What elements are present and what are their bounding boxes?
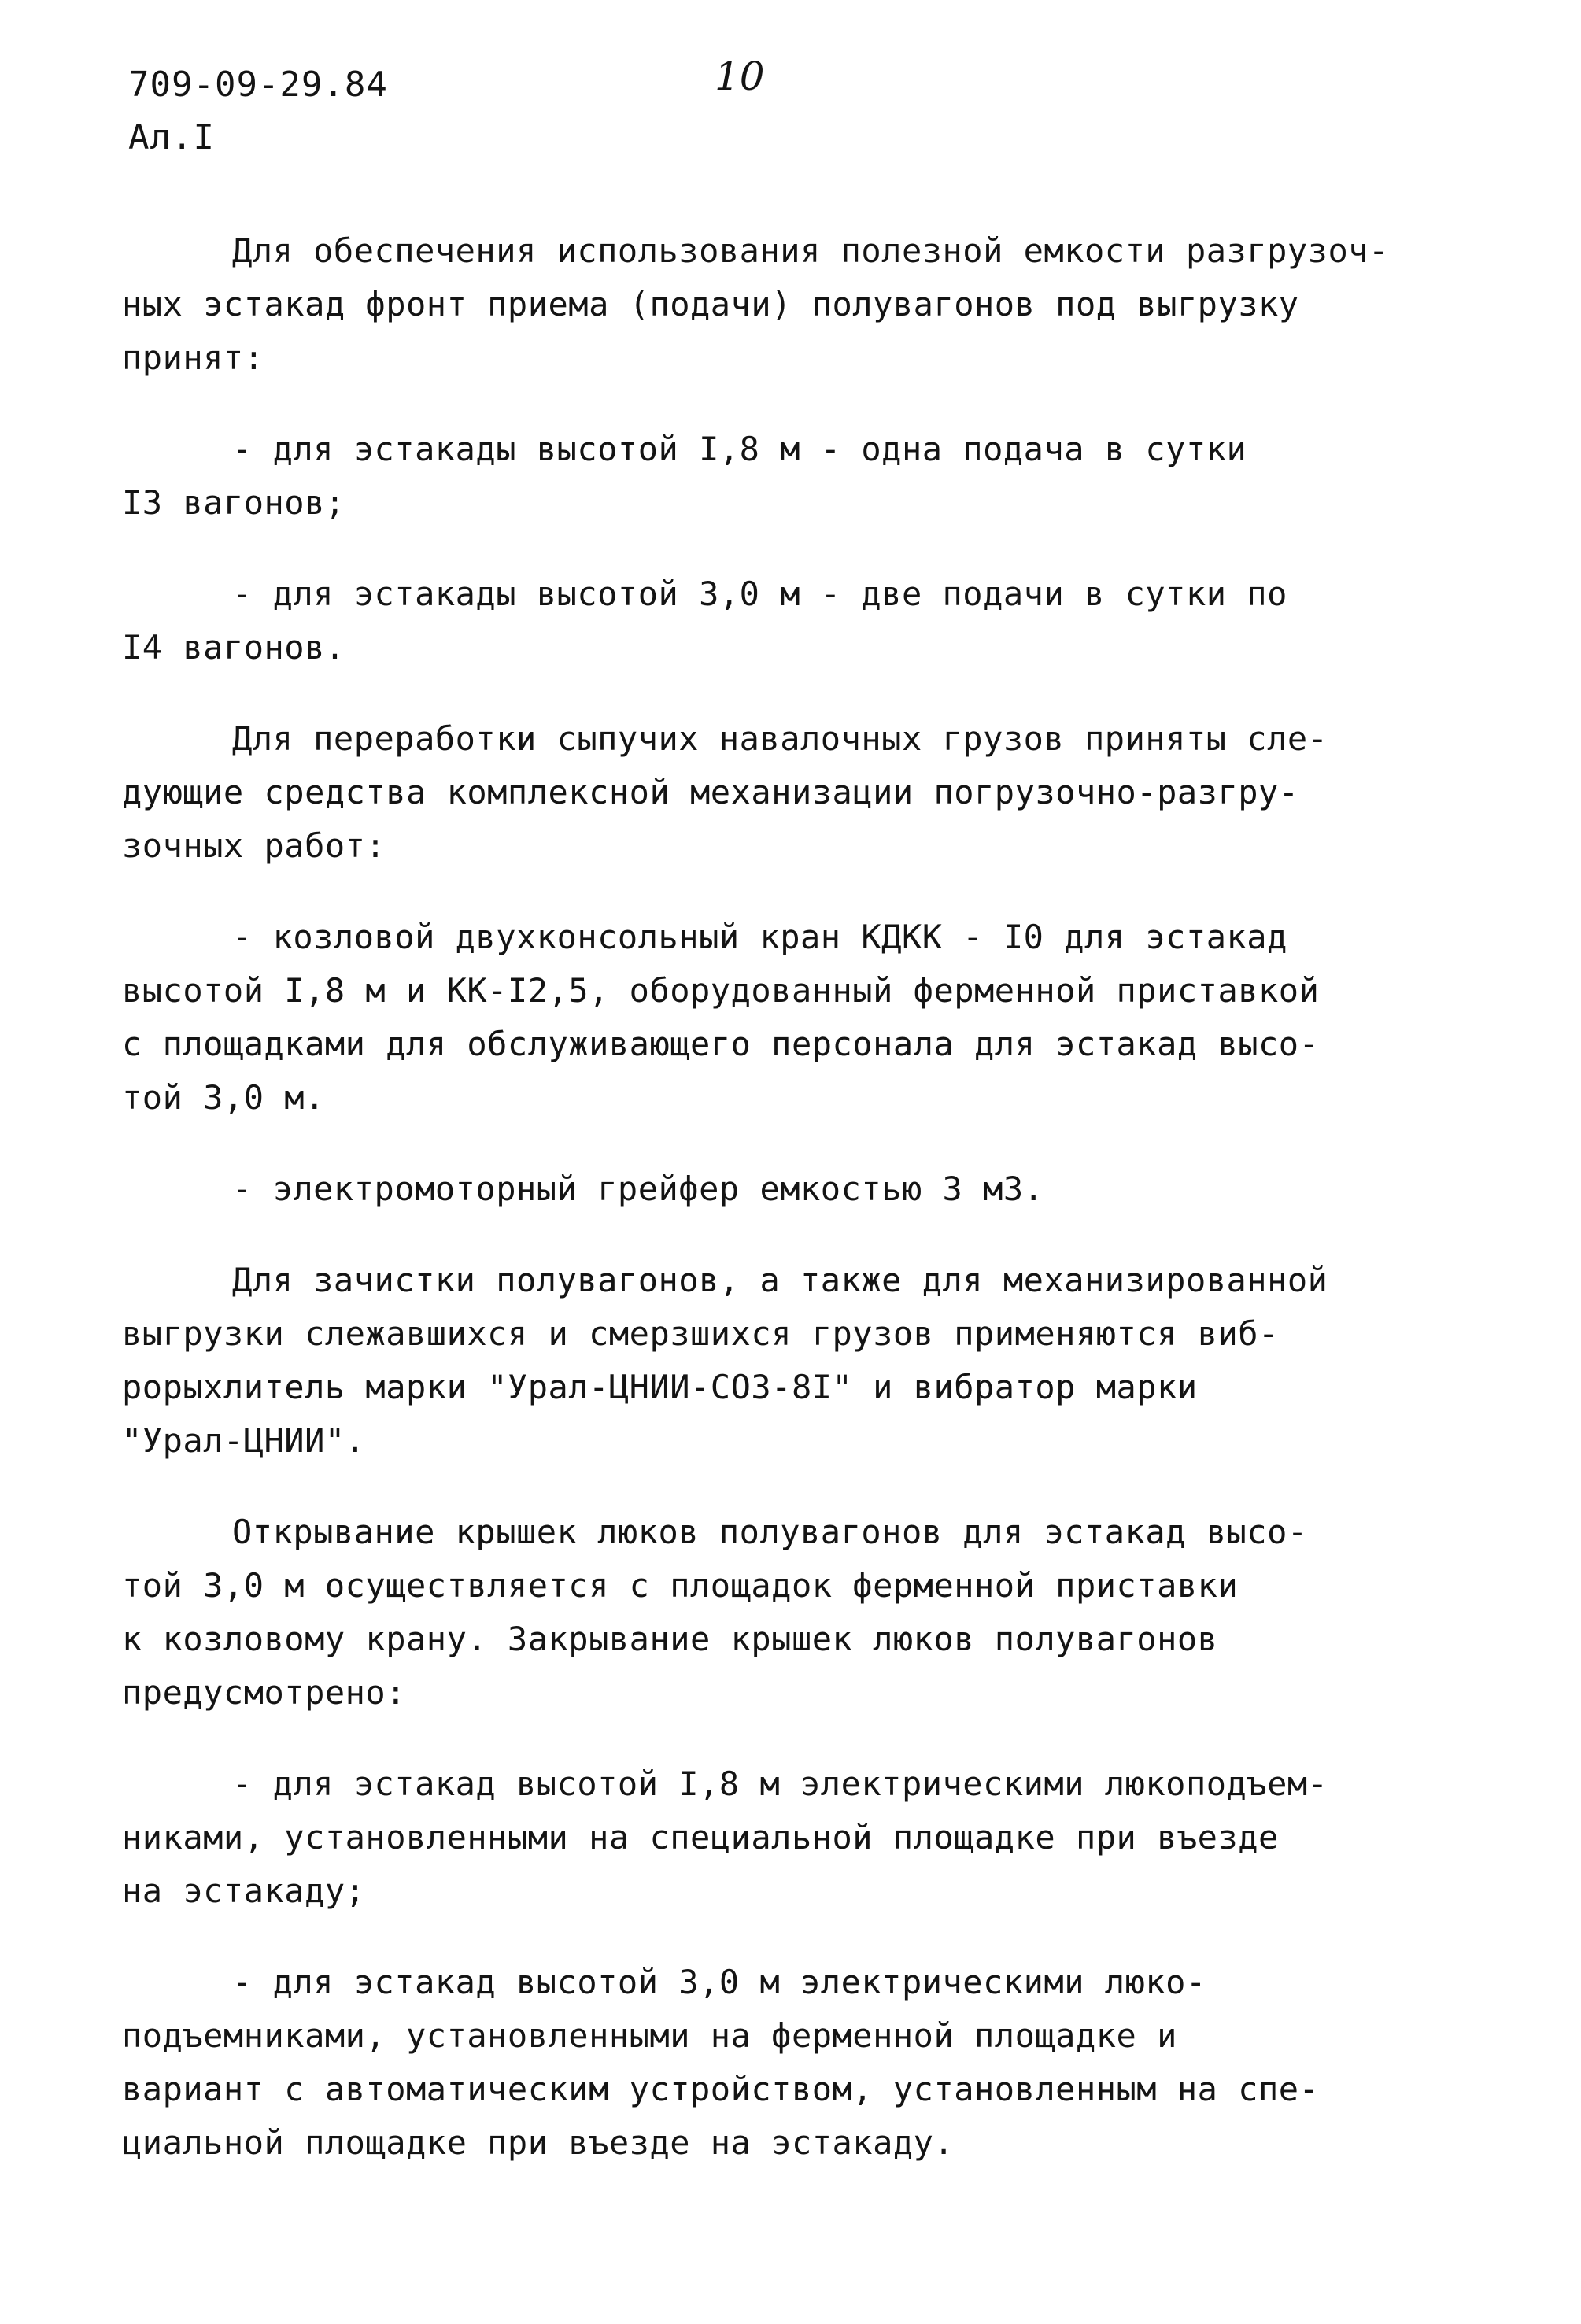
list-item-gantry-crane: - козловой двухконсольный кран КДКК - I0 для эстакад высотой I,8 м и КК-I2,5, оборудованный ферменной приставкой с площадками для обслуживающего персонала для эстакад высо- той 3,0 м.	[122, 918, 1320, 1117]
paragraph-cleaning: Для зачистки полувагонов, а также для механизированной выгрузки слежавшихся и смерзшихся грузов применяются виб- рорыхлитель марки "Урал-ЦНИИ-СОЗ-8I" и вибратор марки "Урал-ЦНИИ".	[122, 1261, 1328, 1460]
list-item-trestle-3-0: - для эстакады высотой 3,0 м - две подачи в сутки по I4 вагонов.	[122, 575, 1287, 667]
list-item-hatch-1-8: - для эстакад высотой I,8 м электрическими люкоподъем- никами, установленными на специальной площадке при въезде на эстакаду;	[122, 1764, 1328, 1910]
list-item-trestle-1-8: - для эстакады высотой I,8 м - одна подача в сутки I3 вагонов;	[122, 430, 1247, 522]
page-number: 10	[715, 54, 765, 99]
sheet-label: Ал.I	[128, 117, 215, 157]
paragraph-hatch-opening: Открывание крышек люков полувагонов для эстакад высо- той 3,0 м осуществляется с площадок ферменной приставки к козловому крану. Закрывание крышек люков полувагонов предусмотрено:	[122, 1513, 1308, 1712]
paragraph-intro: Для обеспечения использования полезной емкости разгрузоч- ных эстакад фронт приема (подачи) полувагонов под выгрузку принят:	[122, 231, 1389, 377]
document-code: 709-09-29.84	[128, 65, 388, 105]
document-body	[122, 224, 1554, 2208]
list-item-grab: - электромоторный грейфер емкостью 3 м3.	[232, 1169, 1044, 1208]
list-item-hatch-3-0: - для эстакад высотой 3,0 м электрическими люко- подъемниками, установленными на ферменной площадке и вариант с автоматическим устройством, установленным на спе- циальной площадке при въезде на эстакаду.	[122, 1963, 1320, 2162]
paragraph-mechanization: Для переработки сыпучих навалочных грузов приняты сле- дующие средства комплексной механизации погрузочно-разгру- зочных работ:	[122, 719, 1328, 865]
